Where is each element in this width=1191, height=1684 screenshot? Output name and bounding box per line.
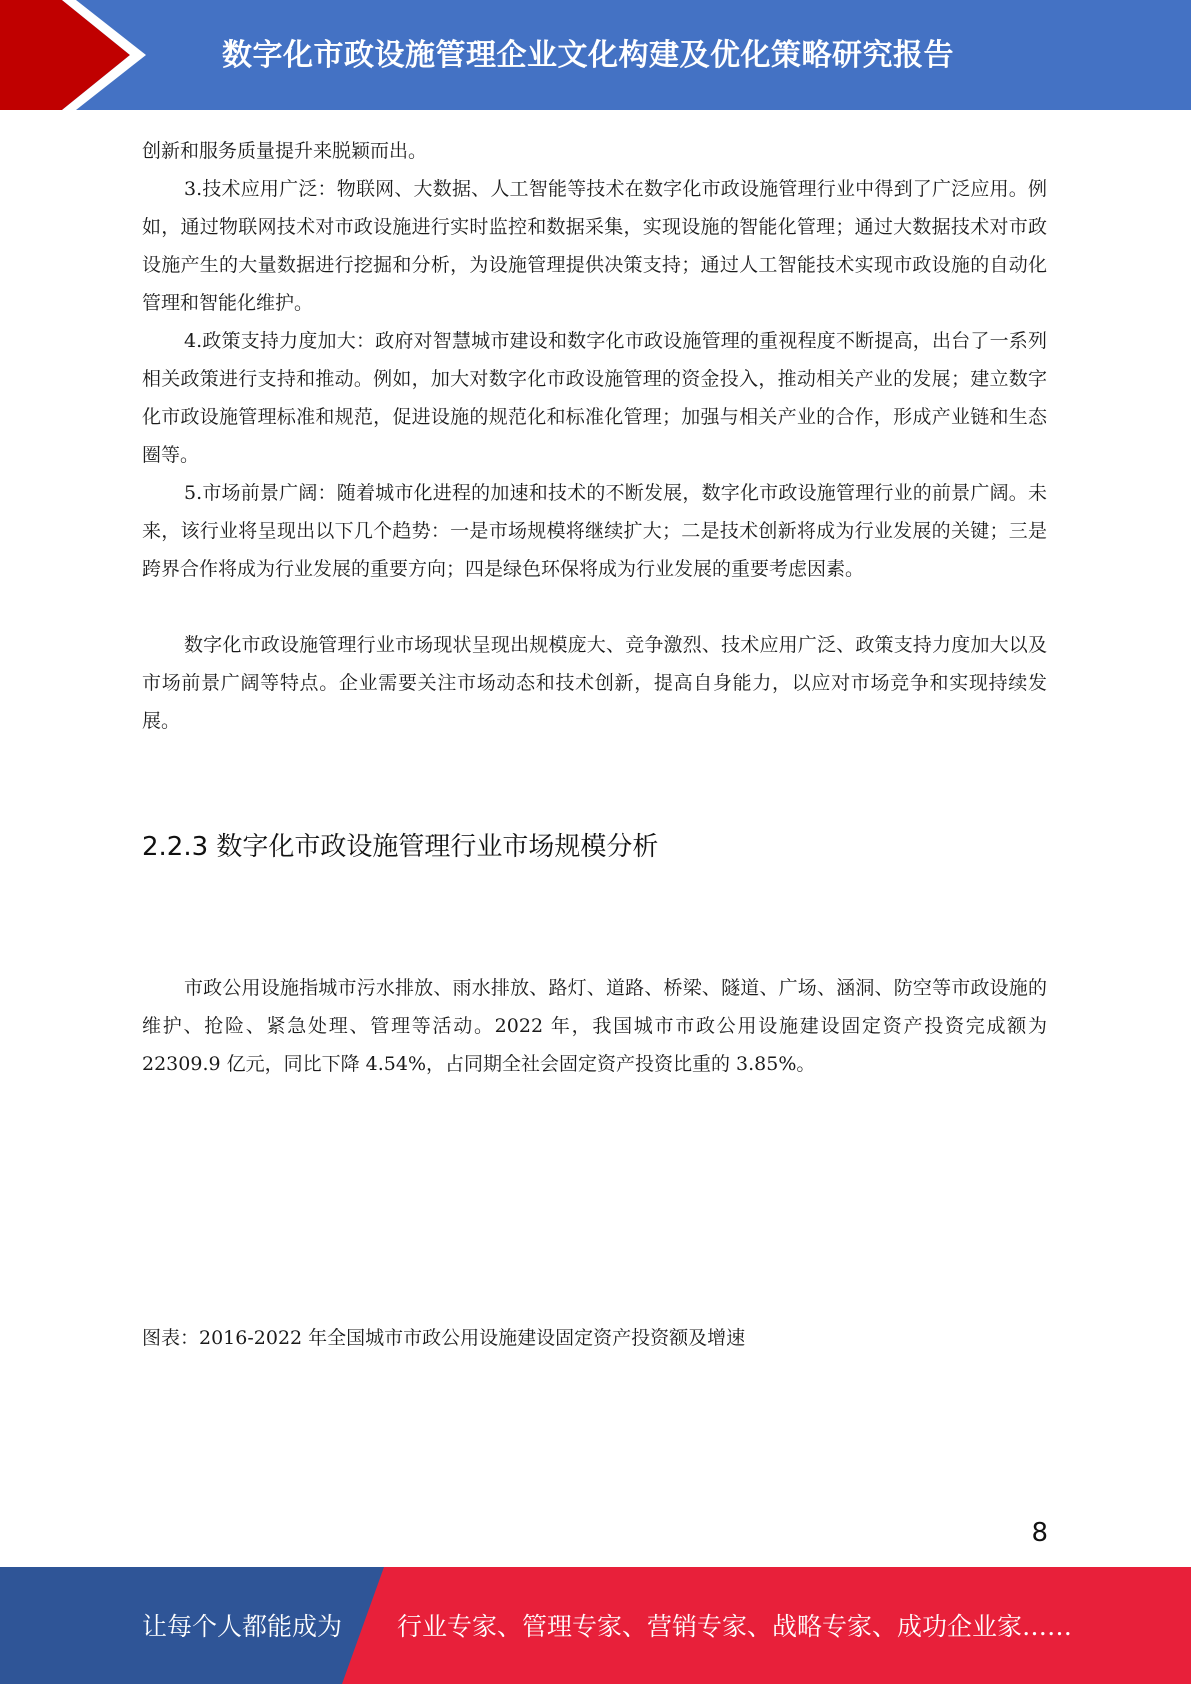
page-header	[0, 0, 1191, 110]
paragraph-policy-support: 4.政策支持力度加大：政府对智慧城市建设和数字化市政设施管理的重视程度不断提高，出台了一系列相关政策进行支持和推动。例如，加大对数字化市政设施管理的资金投入，推动相关产业的发展；建立数字化市政设施管理标准和规范，促进设施的规范化和标准化管理；加强与相关产业的合作，形成产业链和生态圈等。	[142, 330, 1047, 466]
header-arrow-decoration	[0, 0, 160, 110]
page-number: 8	[1031, 1518, 1048, 1548]
report-title: 数字化市政设施管理企业文化构建及优化策略研究报告	[222, 38, 954, 73]
paragraph-tech-application: 3.技术应用广泛：物联网、大数据、人工智能等技术在数字化市政设施管理行业中得到了广泛应用。例如，通过物联网技术对市政设施进行实时监控和数据采集，实现设施的智能化管理；通过大数据技术对市政设施产生的大量数据进行挖掘和分析，为设施管理提供决策支持；通过人工智能技术实现市政设施的自动化管理和智能化维护。	[142, 178, 1047, 314]
paragraph-market-size: 市政公用设施指城市污水排放、雨水排放、路灯、道路、桥梁、隧道、广场、涵洞、防空等市政设施的维护、抢险、紧急处理、管理等活动。2022 年，我国城市市政公用设施建设固定资产投资完成额为 22309.9 亿元，同比下降 4.54%，占同期全社会固定资产投资比重的 3.85%。	[142, 977, 1047, 1075]
body-text	[142, 132, 1047, 740]
paragraph-summary: 数字化市政设施管理行业市场现状呈现出规模庞大、竞争激烈、技术应用广泛、政策支持力度加大以及市场前景广阔等特点。企业需要关注市场动态和技术创新，提高自身能力，以应对市场竞争和实现持续发展。	[142, 634, 1047, 732]
footer-slogan-right: 行业专家、管理专家、营销专家、战略专家、成功企业家……	[397, 1612, 1073, 1641]
paragraph-market-outlook: 5.市场前景广阔：随着城市化进程的加速和技术的不断发展，数字化市政设施管理行业的前景广阔。未来，该行业将呈现出以下几个趋势：一是市场规模将继续扩大；二是技术创新将成为行业发展的关键；三是跨界合作将成为行业发展的重要方向；四是绿色环保将成为行业发展的重要考虑因素。	[142, 482, 1047, 580]
figure-caption: 图表：2016-2022 年全国城市市政公用设施建设固定资产投资额及增速	[142, 1327, 746, 1349]
section-body	[142, 969, 1047, 1083]
footer-slogan-left: 让每个人都能成为	[142, 1612, 343, 1641]
paragraph-continuation: 创新和服务质量提升来脱颖而出。	[142, 140, 428, 162]
page-footer	[0, 1567, 1191, 1684]
section-heading: 2.2.3 数字化市政设施管理行业市场规模分析	[142, 832, 659, 862]
